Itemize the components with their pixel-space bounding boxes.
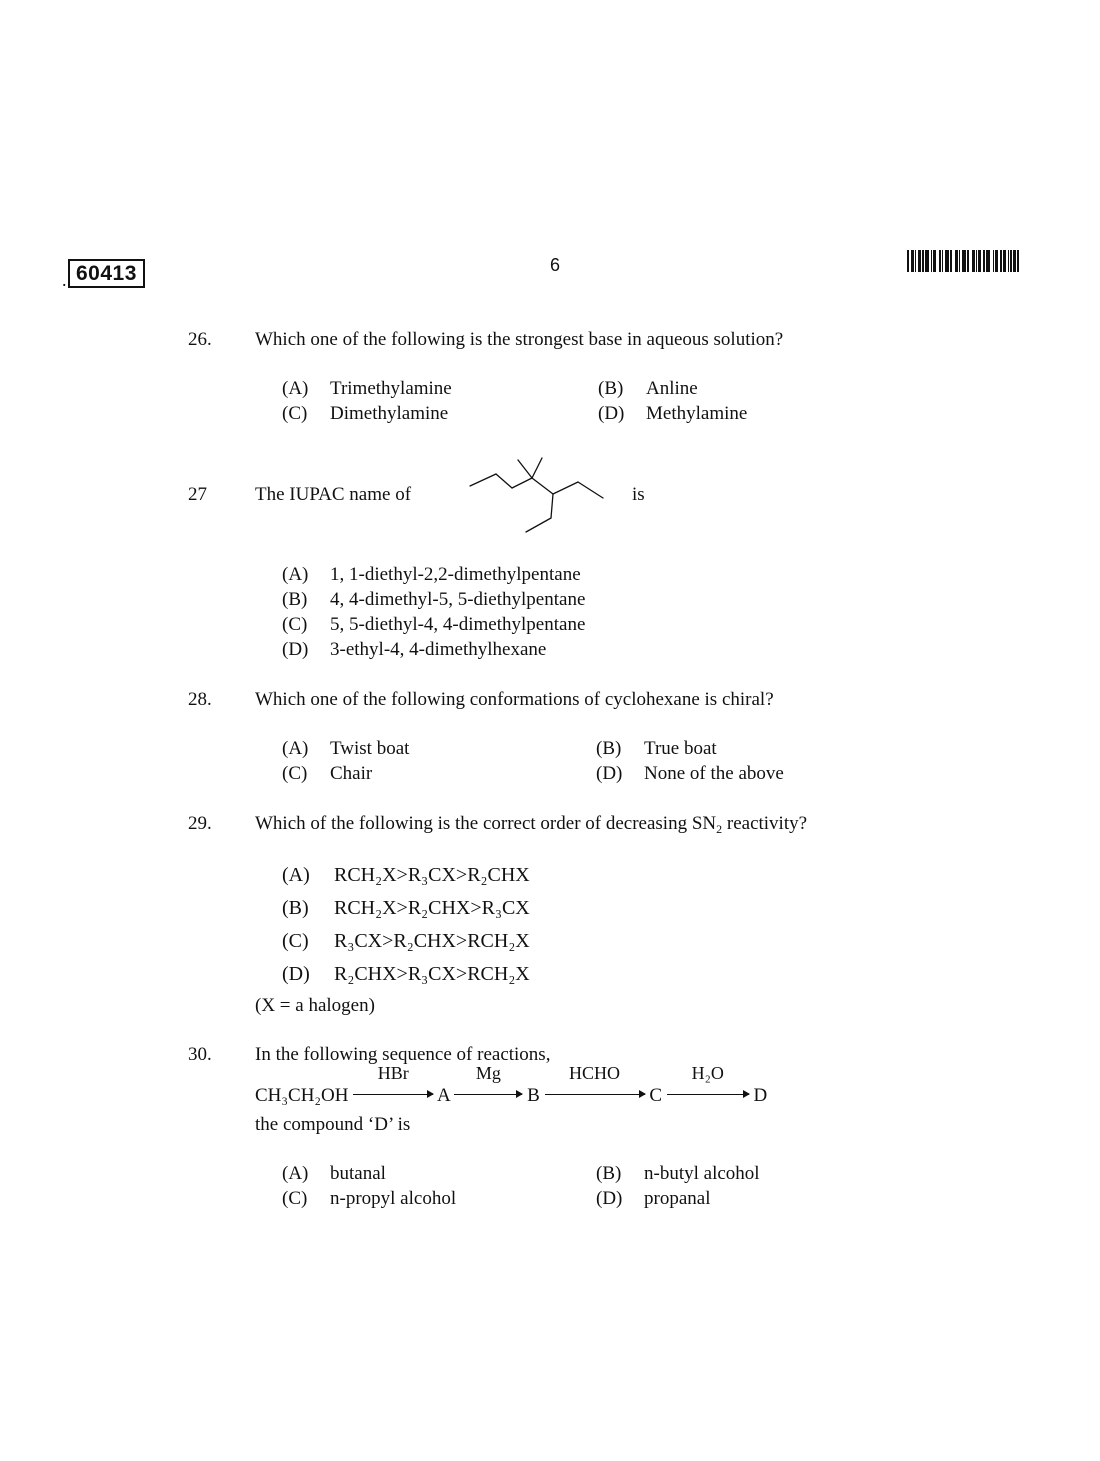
option-text: Methylamine [646, 403, 748, 424]
option-text: 5, 5-diethyl-4, 4-dimethylpentane [330, 614, 586, 635]
option-label: (B) [596, 1163, 622, 1184]
reaction-arrow-2 [454, 1063, 522, 1107]
reaction-sequence [255, 1063, 768, 1107]
option-d [596, 1188, 710, 1210]
question-number: 26. [188, 329, 212, 350]
option-label: (A) [282, 738, 309, 759]
option-d [598, 403, 747, 425]
option-c [282, 403, 448, 425]
option-label: (B) [282, 897, 309, 919]
reaction-product: C [649, 1085, 662, 1106]
option-a [282, 564, 581, 586]
option-label: (D) [282, 639, 309, 660]
reaction-arrow-4 [667, 1063, 749, 1107]
option-label: (B) [596, 738, 622, 759]
question-text [255, 813, 807, 837]
option-c [282, 614, 585, 636]
option-text: 3-ethyl-4, 4-dimethylhexane [330, 639, 547, 660]
reaction-reactant: CH₃CH₂OH [255, 1085, 349, 1106]
option-label: (C) [282, 614, 308, 635]
option-text: Dimethylamine [330, 403, 449, 424]
option-text: RCH₂X>R₃CX>R₂CHX [334, 864, 530, 886]
question-text-subscript: 2 [716, 822, 723, 836]
option-text: True boat [644, 738, 717, 759]
option-a [282, 378, 452, 400]
option-a [282, 864, 530, 887]
option-c [282, 1188, 456, 1210]
question-number: 30. [188, 1044, 212, 1065]
option-label: (C) [282, 1188, 308, 1209]
option-text: R₃CX>R₂CHX>RCH₂X [334, 930, 530, 952]
reagent-label: H₂O [691, 1063, 724, 1083]
option-d [282, 963, 530, 986]
option-text: R₂CHX>R₃CX>RCH₂X [334, 963, 530, 985]
option-text: Anline [646, 378, 698, 399]
option-label: (A) [282, 864, 310, 886]
option-c [282, 930, 530, 953]
question-text: Which one of the following is the strongest base in aqueous solution? [255, 329, 784, 350]
reagent-label: HCHO [569, 1063, 621, 1083]
option-label: (C) [282, 930, 309, 952]
option-text: butanal [330, 1163, 386, 1184]
option-b [598, 378, 698, 400]
question-text: In the following sequence of reactions, [255, 1044, 551, 1065]
option-a [282, 738, 409, 760]
option-label: (B) [282, 589, 308, 610]
option-label: (C) [282, 763, 308, 784]
page-number: 6 [550, 255, 561, 275]
option-text: Chair [330, 763, 373, 784]
reaction-product: B [527, 1085, 540, 1106]
option-a [282, 1163, 386, 1185]
reaction-product: D [753, 1085, 768, 1106]
option-label: (B) [598, 378, 624, 399]
option-d [596, 763, 784, 785]
option-text: RCH₂X>R₂CHX>R₃CX [334, 897, 530, 919]
reagent-label: Mg [475, 1063, 501, 1083]
option-label: (D) [282, 963, 310, 985]
barcode [907, 250, 1019, 272]
option-label: (A) [282, 564, 309, 585]
skeletal-structure-diagram [460, 450, 620, 545]
option-text: None of the above [644, 763, 784, 784]
reaction-product: A [436, 1085, 450, 1106]
question-text: The IUPAC name of [255, 484, 412, 505]
question-text-suffix: the compound ‘D’ is [255, 1114, 411, 1135]
option-text: 4, 4-dimethyl-5, 5-diethylpentane [330, 589, 586, 610]
page-header [0, 0, 1100, 300]
option-text: n-butyl alcohol [644, 1163, 760, 1184]
option-label: (D) [596, 1188, 623, 1209]
option-b [282, 589, 585, 611]
option-label: (D) [598, 403, 625, 424]
paper-code: 60413 [68, 259, 145, 288]
question-number: 29. [188, 813, 212, 834]
option-text: n-propyl alcohol [330, 1188, 457, 1209]
option-text: Twist boat [330, 738, 410, 759]
option-b [596, 1163, 760, 1185]
option-text: 1, 1-diethyl-2,2-dimethylpentane [330, 564, 581, 585]
option-b [282, 897, 530, 920]
option-label: (D) [596, 763, 623, 784]
header-dot: . [62, 270, 67, 290]
question-number: 27 [188, 484, 207, 505]
option-label: (C) [282, 403, 308, 424]
reagent-label: HBr [377, 1063, 409, 1083]
question-text-main: Which of the following is the correct order of decreasing SN [255, 813, 717, 834]
option-b [596, 738, 717, 760]
reaction-arrow-1 [353, 1063, 433, 1107]
question-text-suffix: is [632, 484, 645, 505]
option-label: (A) [282, 378, 309, 399]
question-text-end: reactivity? [722, 813, 808, 834]
question-number: 28. [188, 689, 212, 710]
question-note: (X = a halogen) [255, 995, 375, 1016]
option-label: (A) [282, 1163, 309, 1184]
question-text: Which one of the following conformations of cyclohexane is chiral? [255, 689, 774, 710]
reaction-arrow-3 [545, 1063, 645, 1107]
option-d [282, 639, 546, 661]
option-text: Trimethylamine [330, 378, 452, 399]
option-text: propanal [644, 1188, 711, 1209]
option-c [282, 763, 372, 785]
